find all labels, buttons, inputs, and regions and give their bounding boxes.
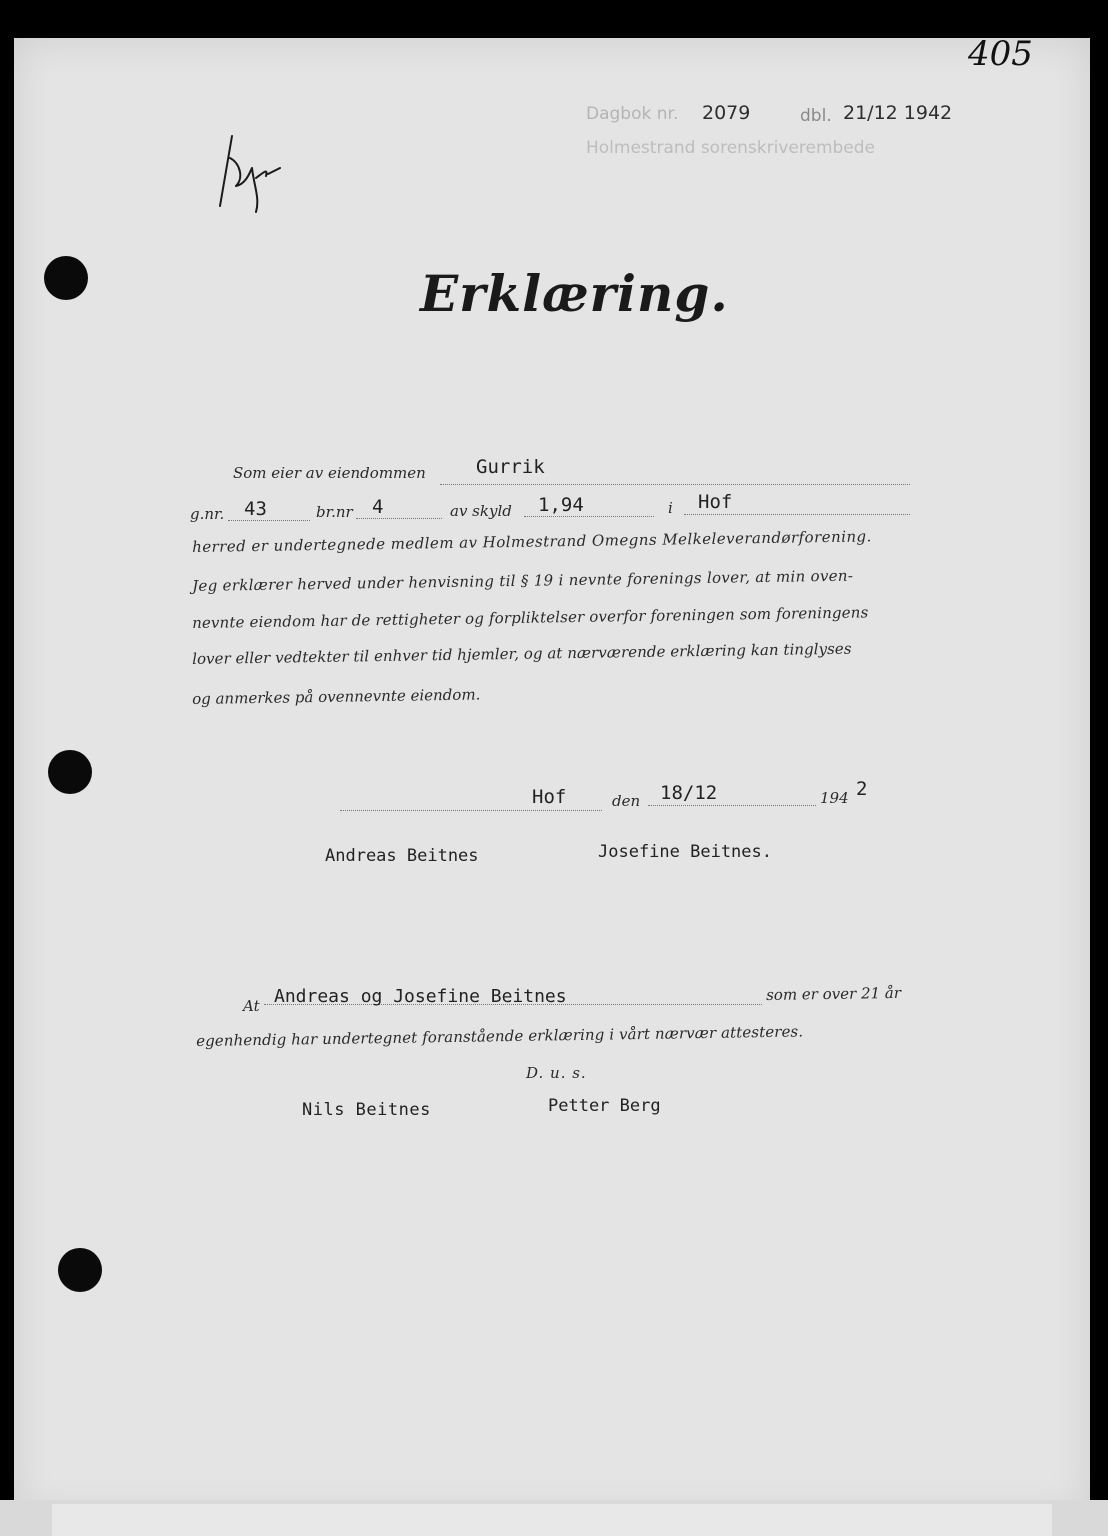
witness-1: Nils Beitnes (302, 1100, 431, 1120)
stamp-office: Holmestrand sorenskriverembede (586, 138, 875, 158)
attest-dus: D. u. s. (526, 1064, 587, 1082)
body-line-5: og anmerkes på ovennevnte eiendom. (192, 685, 481, 708)
body-line-1: herred er undertegnede medlem av Holmestrand Omegns Melkeleverandørforening. (192, 527, 872, 556)
property-name-line (440, 484, 910, 485)
handwritten-initials (210, 128, 290, 218)
attest-names: Andreas og Josefine Beitnes (274, 986, 567, 1007)
herred-value: Hof (698, 491, 733, 513)
page-number: 405 (968, 34, 1033, 74)
year-suffix: 2 (856, 778, 868, 800)
stamp-dagbok-label: Dagbok nr. (586, 104, 679, 124)
stamp-dbl-label: dbl. (800, 106, 832, 126)
date-value: 18/12 (660, 782, 718, 804)
attest-line-2: egenhendig har undertegnet foranstående erklæring i vårt nærvær attesteres. (196, 1022, 804, 1050)
signatory-1: Andreas Beitnes (325, 846, 479, 866)
brnr-value: 4 (372, 496, 384, 518)
i-label: i (668, 499, 673, 517)
brnr-label: br.nr (316, 503, 353, 521)
punch-hole-bottom (58, 1248, 102, 1292)
place-line (340, 810, 602, 811)
stamp-dbl-date: 21/12 1942 (843, 102, 953, 124)
scan-bottom-strip-inner (52, 1504, 1052, 1536)
gnr-line (228, 520, 310, 521)
property-name: Gurrik (476, 456, 545, 478)
body-line-4: lover eller vedtekter til enhver tid hjemler, og at nærværende erklæring kan tinglyses (192, 639, 852, 668)
gnr-label: g.nr. (190, 505, 225, 523)
herred-line (684, 514, 910, 515)
year-prefix: 194 (820, 789, 849, 807)
punch-hole-middle (48, 750, 92, 794)
document-page (14, 38, 1090, 1516)
skyld-line (524, 516, 654, 517)
brnr-line (356, 518, 442, 519)
skyld-value: 1,94 (538, 494, 584, 516)
signatory-2: Josefine Beitnes. (598, 842, 772, 862)
document-title: Erklæring. (420, 264, 729, 323)
punch-hole-top (44, 256, 88, 300)
skyld-label: av skyld (450, 502, 512, 520)
body-line-3: nevnte eiendom har de rettigheter og forpliktelser overfor foreningen som foreningens (192, 603, 869, 632)
property-intro-label: Som eier av eiendommen (233, 464, 426, 482)
witness-2: Petter Berg (548, 1096, 661, 1116)
place-value: Hof (532, 786, 567, 808)
date-line (648, 805, 816, 806)
den-label: den (612, 792, 641, 810)
body-line-2: Jeg erklærer herved under henvisning til § 19 i nevnte forenings lover, at min oven- (192, 566, 854, 595)
stamp-dagbok-number: 2079 (702, 102, 751, 124)
attest-at-label: At (243, 997, 260, 1015)
gnr-value: 43 (244, 498, 267, 520)
attest-age-text: som er over 21 år (766, 983, 902, 1004)
